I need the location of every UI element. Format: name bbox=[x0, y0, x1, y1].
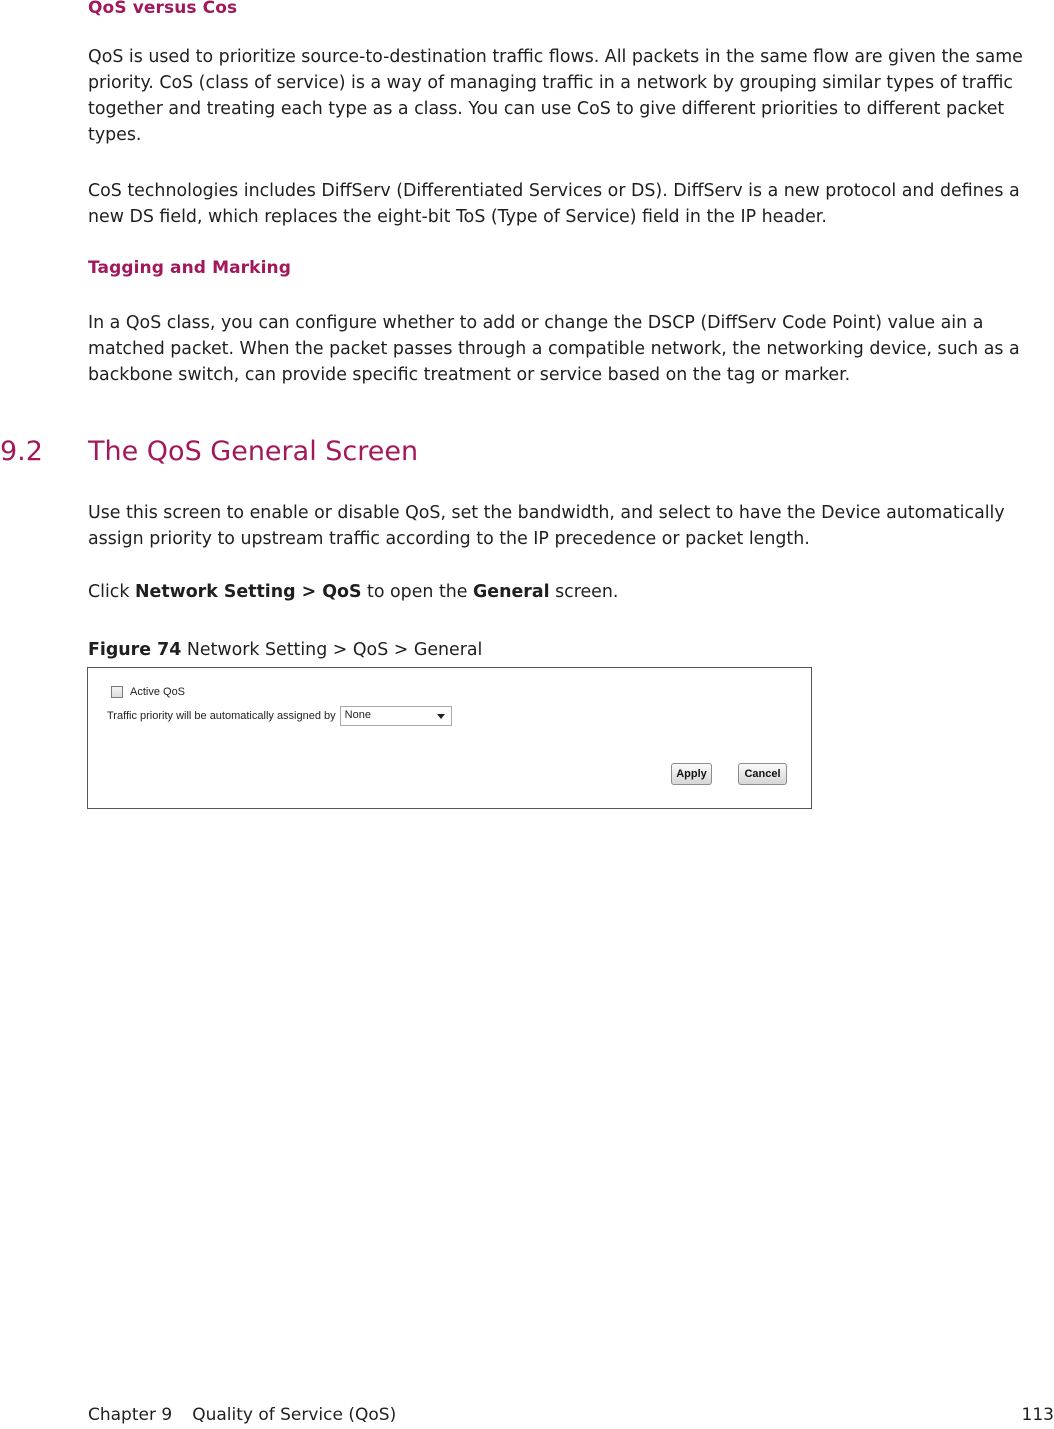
priority-select[interactable] bbox=[340, 706, 452, 726]
paragraph-click-instruction bbox=[88, 579, 1048, 605]
chevron-down-icon bbox=[437, 714, 445, 719]
priority-select-value: None bbox=[344, 709, 371, 721]
click-middle: to open the bbox=[361, 582, 474, 602]
active-qos-label: Active QoS bbox=[130, 686, 186, 698]
menu-path: Network Setting > QoS bbox=[134, 582, 362, 602]
section-title: The QoS General Screen bbox=[88, 436, 419, 467]
footer-chapter-number: Chapter 9 bbox=[88, 1405, 173, 1425]
footer-chapter-title: Quality of Service (QoS) bbox=[192, 1405, 397, 1425]
figure-caption bbox=[88, 640, 482, 660]
apply-button[interactable]: Apply bbox=[671, 763, 712, 785]
heading-tagging-marking: Tagging and Marking bbox=[88, 258, 291, 278]
heading-qos-versus-cos: QoS versus Cos bbox=[88, 0, 238, 18]
footer-chapter bbox=[88, 1405, 396, 1425]
active-qos-row bbox=[111, 686, 185, 698]
paragraph-tagging: In a QoS class, you can configure whether to add or change the DSCP (DiffServ Code Point) value ain a matched packet. When the packet passes through a compatible network, the networking device, such as a backbone switch, can provide specific treatment or service based on the tag or marker. bbox=[88, 313, 1020, 385]
section-number: 9.2 bbox=[0, 436, 43, 467]
click-prefix: Click bbox=[88, 582, 135, 602]
paragraph-qos-cos-2: CoS technologies includes DiffServ (Differentiated Services or DS). DiffServ is a new protocol and defines a new DS field, which replaces the eight-bit ToS (Type of Service) field in the IP header. bbox=[88, 181, 1020, 227]
paragraph-general: Use this screen to enable or disable QoS, set the bandwidth, and select to have the Device automatically assign priority to upstream traffic according to the IP precedence or packet length. bbox=[88, 503, 1005, 549]
qos-general-screenshot bbox=[87, 667, 812, 809]
figure-caption-text: Network Setting > QoS > General bbox=[181, 640, 483, 660]
figure-label: Figure 74 bbox=[88, 640, 182, 660]
click-suffix: screen. bbox=[549, 582, 619, 602]
screen-name: General bbox=[473, 582, 550, 602]
active-qos-checkbox[interactable] bbox=[111, 686, 123, 698]
page-number: 113 bbox=[1021, 1405, 1054, 1425]
cancel-button[interactable]: Cancel bbox=[738, 763, 787, 785]
priority-label: Traffic priority will be automatically assigned by bbox=[107, 710, 336, 722]
paragraph-qos-cos-1: QoS is used to prioritize source-to-destination traffic flows. All packets in the same flow are given the same priority. CoS (class of service) is a way of managing traffic in a network by grouping similar types of traffic together and treating each type as a class. You can use CoS to give different priorities to different packet types. bbox=[88, 47, 1023, 145]
priority-row bbox=[107, 706, 452, 726]
